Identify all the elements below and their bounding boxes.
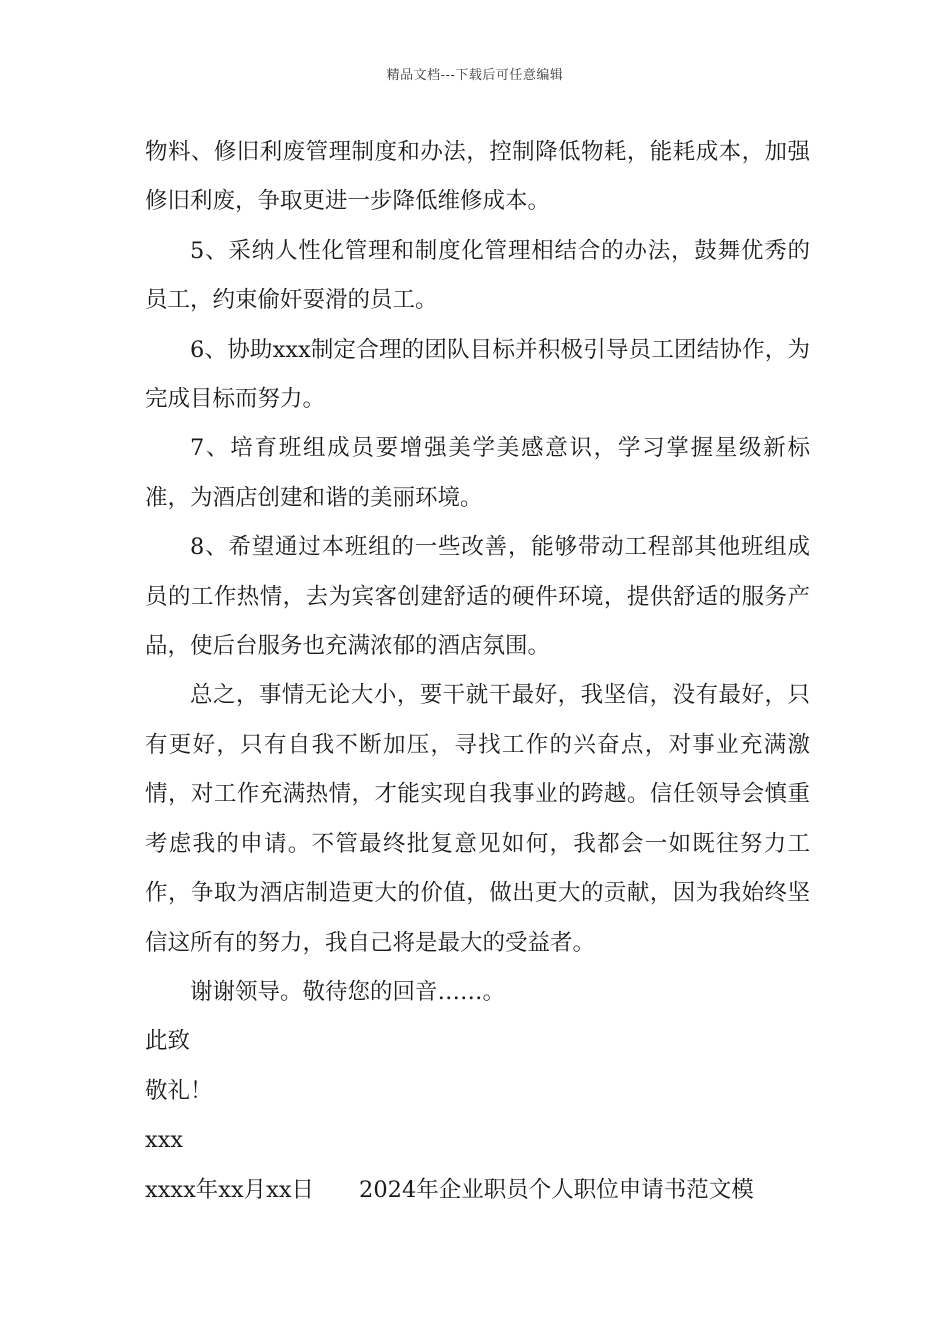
paragraph-thanks: 谢谢领导。敬待您的回音……。 <box>190 978 506 1005</box>
letter-date: xxxx年xx月xx日 <box>145 1176 315 1203</box>
paragraph-item-6: 6、协助xxx制定合理的团队目标并积极引导员工团结协作，为完成目标而努力。 <box>145 336 810 413</box>
paragraph-summary: 总之，事情无论大小，要干就干最好，我坚信，没有最好，只有更好，只有自我不断加压，寻找工作的兴奋点，对事业充满激情，对工作充满热情，才能实现自我事业的跨越。信任领导会慎重考虑我的申请。不管最终批复意见如何，我都会一如既往努力工作，争取为酒店制造更大的价值，做出更大的贡献，因为我始终坚信这所有的努力，我自己将是最大的受益者。 <box>145 682 810 956</box>
paragraph-item-5: 5、采纳人性化管理和制度化管理相结合的办法，鼓舞优秀的员工，约束偷奸耍滑的员工。 <box>145 237 810 314</box>
document-body <box>145 128 810 1215</box>
signature: xxx <box>145 1127 184 1154</box>
paragraph-item-7: 7、培育班组成员要增强美学美感意识，学习掌握星级新标准，为酒店创建和谐的美丽环境。 <box>145 435 810 511</box>
paragraph-continuation: 物料、修旧利废管理制度和办法，控制降低物耗，能耗成本，加强修旧利废，争取更进一步降低维修成本。 <box>145 139 810 215</box>
closing-regards: 敬礼！ <box>145 1077 213 1104</box>
closing-salutation: 此致 <box>145 1028 191 1055</box>
date-line <box>145 1166 810 1215</box>
paragraph-item-8: 8、希望通过本班组的一些改善，能够带动工程部其他班组成员的工作热情，去为宾客创建舒适的硬件环境，提供舒适的服务产品，使后台服务也充满浓郁的酒店氛围。 <box>145 534 810 660</box>
next-document-title: 2024年企业职员个人职位申请书范文模 <box>359 1176 754 1203</box>
page-header: 精品文档---下载后可任意编辑 <box>386 68 564 83</box>
